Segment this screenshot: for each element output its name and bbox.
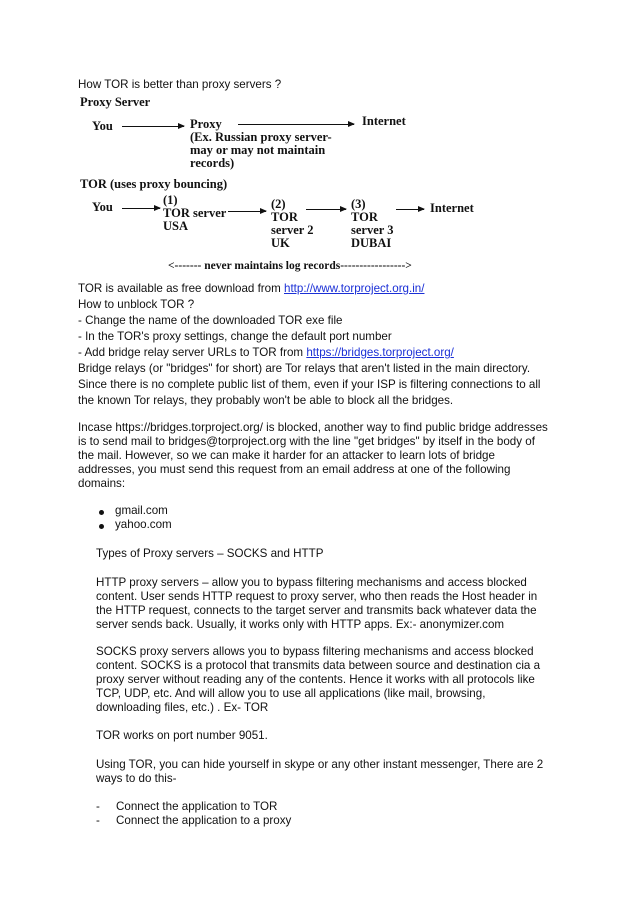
tip-rename-exe: - Change the name of the downloaded TOR exe file	[78, 314, 343, 327]
socks-line4: TCP, UDP, etc. And will allow you to use all applications (like mail, browsing,	[96, 687, 486, 700]
tip-bridge-relay	[78, 346, 454, 360]
arrow-node2-to-node3	[306, 209, 346, 210]
incase-line5: domains:	[78, 477, 126, 490]
http-line2: content. User sends HTTP request to proxy server, who then reads the Host header in	[96, 590, 538, 603]
log-note: <------- never maintains log records----------------->	[168, 260, 412, 272]
bullet-dot	[99, 524, 104, 529]
internet-label-2: Internet	[430, 201, 474, 215]
node3-line3: server 3	[351, 223, 394, 237]
proxy-label-line4: records)	[190, 156, 235, 170]
incase-line1: Incase https://bridges.torproject.org/ is blocked, another way to find public bridge addresses	[78, 421, 548, 434]
node1-line1: (1)	[163, 193, 178, 207]
socks-line3: proxy server without reading any of the contents. Hence it works with all protocols like	[96, 673, 535, 686]
proxy-label-line3: may or may not maintain	[190, 143, 326, 157]
download-line	[78, 282, 424, 296]
node2-line1: (2)	[271, 197, 286, 211]
dash-marker: -	[96, 800, 100, 813]
page-heading: How TOR is better than proxy servers ?	[78, 78, 282, 91]
bridges-link[interactable]: https://bridges.torproject.org/	[306, 346, 454, 359]
using-line2: ways to do this-	[96, 772, 177, 785]
bullet-dot	[99, 510, 104, 515]
way-item-proxy: Connect the application to a proxy	[116, 814, 292, 827]
bridge-desc-line1: Bridge relays (or "bridges" for short) are Tor relays that aren't listed in the main directory.	[78, 362, 531, 375]
tor-title: TOR (uses proxy bouncing)	[80, 177, 228, 191]
node1-line2: TOR server	[163, 206, 227, 220]
you-label-2: You	[92, 200, 113, 214]
node2-line2: TOR	[271, 210, 298, 224]
port-line: TOR works on port number 9051.	[96, 729, 268, 742]
arrow-node1-to-node2	[228, 211, 266, 212]
download-text: TOR is available as free download from	[78, 282, 284, 295]
proxy-vs-tor-diagram	[78, 92, 474, 274]
arrow-node3-to-internet	[396, 209, 424, 210]
internet-label-1: Internet	[362, 114, 406, 128]
incase-line2: is to send mail to bridges@torproject.org with the line "get bridges" by itself in the body of	[78, 435, 535, 448]
node3-line2: TOR	[351, 210, 378, 224]
proxy-label-line1: Proxy	[190, 117, 222, 131]
tip-change-port: - In the TOR's proxy settings, change the default port number	[78, 330, 392, 343]
bridge-desc-line3: the known Tor relays, they probably won't be able to block all the bridges.	[78, 394, 454, 407]
bridge-relay-text: - Add bridge relay server URLs to TOR from	[78, 346, 307, 359]
types-heading: Types of Proxy servers – SOCKS and HTTP	[96, 547, 324, 560]
socks-line1: SOCKS proxy servers allows you to bypass filtering mechanisms and access blocked	[96, 645, 534, 658]
node3-line4: DUBAI	[351, 236, 392, 250]
node3-line1: (3)	[351, 197, 366, 211]
http-line4: server sends back. Usually, it works only with HTTP apps. Ex:- anonymizer.com	[96, 618, 505, 631]
using-line1: Using TOR, you can hide yourself in skype or any other instant messenger, There are 2	[96, 758, 544, 771]
domain-item-gmail: gmail.com	[115, 504, 168, 517]
http-line3: the HTTP request, connects to the target server and transmits back whatever data the	[96, 604, 537, 617]
arrow-you-to-node1	[122, 208, 160, 209]
http-line1: HTTP proxy servers – allow you to bypass filtering mechanisms and access blocked	[96, 576, 527, 589]
arrow-proxy-to-internet	[238, 124, 354, 125]
socks-line2: content. SOCKS is a protocol that transmits data between source and destination cia a	[96, 659, 541, 672]
incase-line3: the mail. However, so we can make it harder for an attacker to learn lots of bridge	[78, 449, 495, 462]
node2-line3: server 2	[271, 223, 314, 237]
you-label-1: You	[92, 119, 113, 133]
unblock-heading: How to unblock TOR ?	[78, 298, 195, 311]
bridge-desc-line2: Since there is no complete public list of them, even if your ISP is filtering connections to all	[78, 378, 541, 391]
way-item-tor: Connect the application to TOR	[116, 800, 278, 813]
dash-marker: -	[96, 814, 100, 827]
socks-line5: downloading files, etc.) . Ex- TOR	[96, 701, 269, 714]
incase-line4: addresses, you must send this request from an email address at one of the following	[78, 463, 511, 476]
domain-item-yahoo: yahoo.com	[115, 518, 172, 531]
proxy-label-line2: (Ex. Russian proxy server-	[190, 130, 332, 144]
proxy-server-title: Proxy Server	[80, 95, 151, 109]
node2-line4: UK	[271, 236, 290, 250]
torproject-link[interactable]: http://www.torproject.org.in/	[284, 282, 425, 295]
arrow-you-to-proxy	[122, 126, 184, 127]
node1-line3: USA	[163, 219, 189, 233]
